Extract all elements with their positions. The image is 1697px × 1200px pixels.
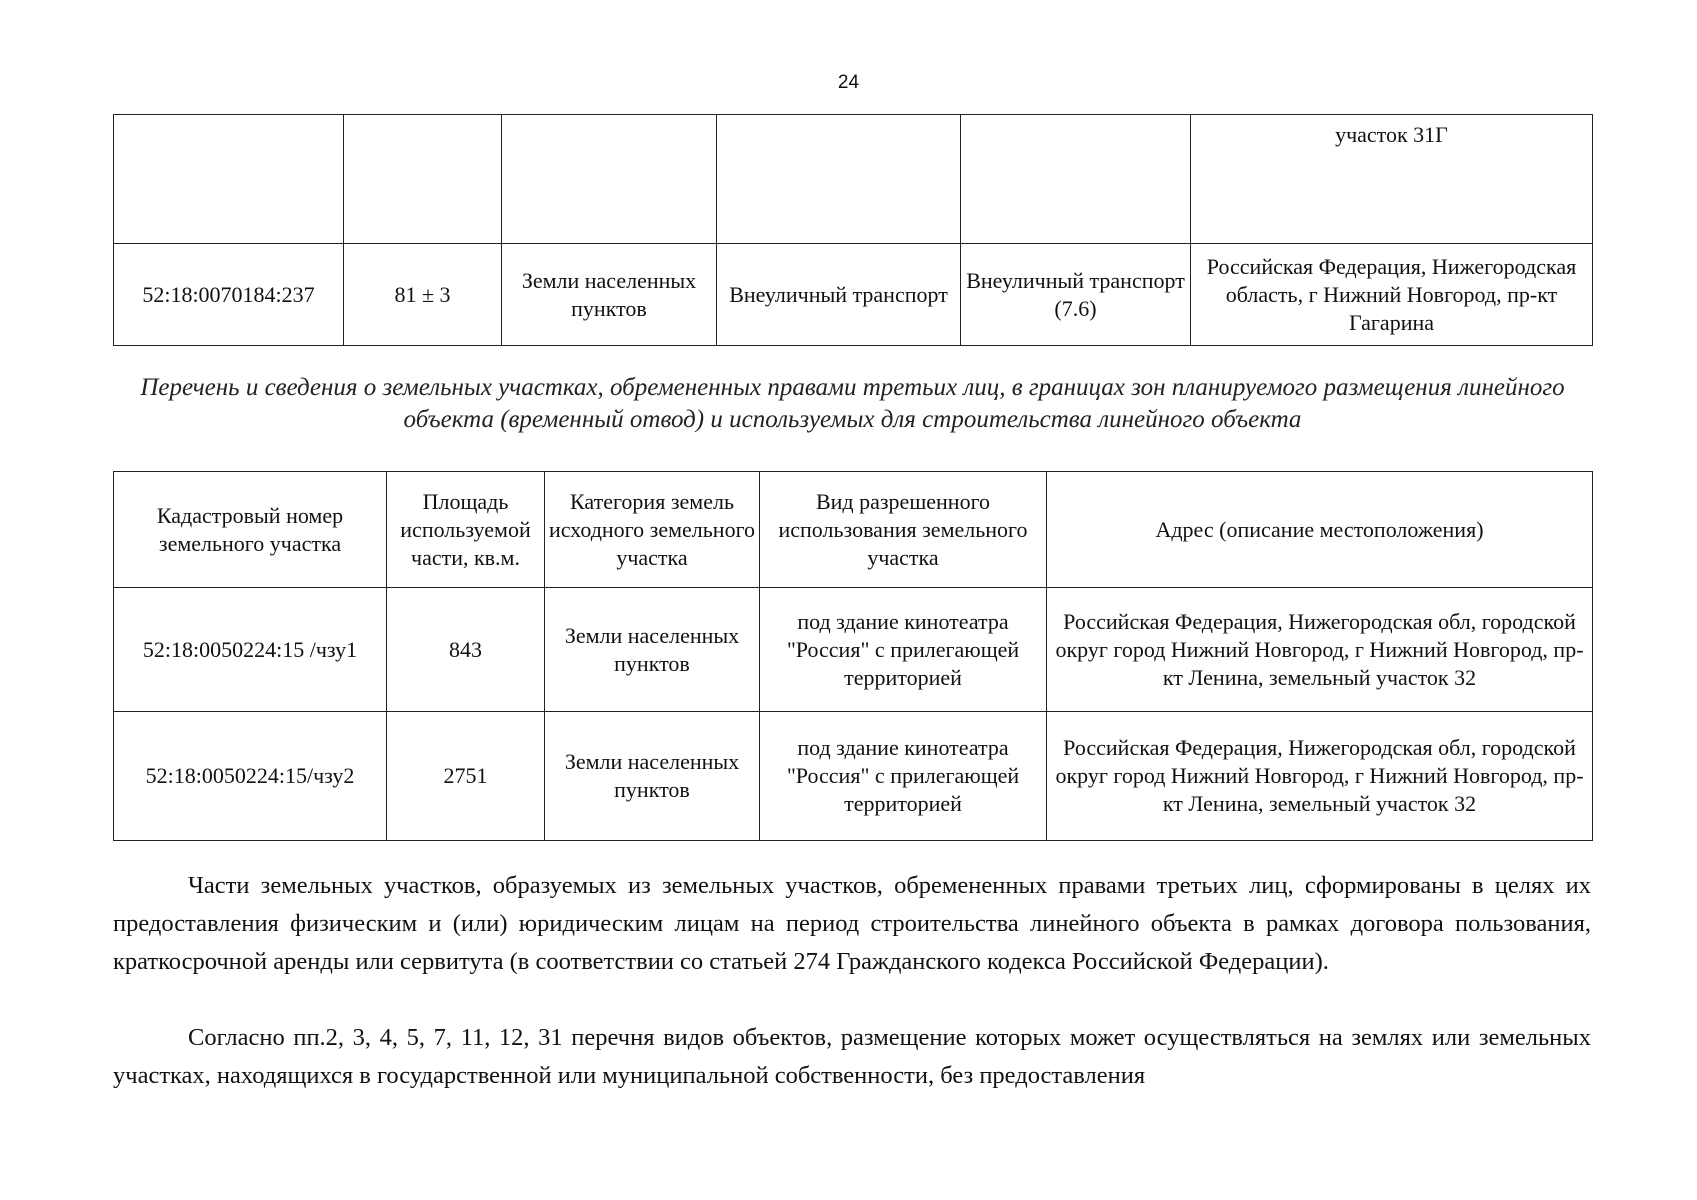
cadastral-number-cell: 52:18:0050224:15/чзу2 <box>114 712 387 841</box>
body-paragraph: Согласно пп.2, 3, 4, 5, 7, 11, 12, 31 перечня видов объектов, размещение которых может осуществляться на землях или земельных участках, находящихся в государственной или муниципальной собственности, без предоставления <box>113 1024 1591 1089</box>
permitted-use-cell: под здание кинотеатра "Россия" с прилегающей территорией <box>760 588 1047 712</box>
table-cell <box>114 115 344 244</box>
page-number: 24 <box>837 72 860 93</box>
column-header-land-category: Категория земель исходного земельного участка <box>545 472 760 588</box>
table-row <box>114 588 1593 712</box>
address-cell: Российская Федерация, Нижегородская обл, городской округ город Нижний Новгород, г Нижний Новгород, пр-кт Ленина, земельный участок 32 <box>1047 588 1593 712</box>
cadastral-number-cell: 52:18:0070184:237 <box>114 244 344 346</box>
address-cell: Российская Федерация, Нижегородская обл, городской округ город Нижний Новгород, г Нижний Новгород, пр-кт Ленина, земельный участок 32 <box>1047 712 1593 841</box>
table-row <box>114 115 1593 244</box>
table-cell <box>502 115 717 244</box>
column-header-area: Площадь используемой части, кв.м. <box>387 472 545 588</box>
table-cell <box>717 115 961 244</box>
column-header-address: Адрес (описание местоположения) <box>1047 472 1593 588</box>
parcels-table-continued <box>113 114 1593 346</box>
permitted-use-cell: под здание кинотеатра "Россия" с прилегающей территорией <box>760 712 1047 841</box>
table-row <box>114 244 1593 346</box>
permitted-use-code-cell: Внеуличный транспорт (7.6) <box>961 244 1191 346</box>
body-paragraph: Части земельных участков, образуемых из земельных участков, обремененных правами третьих лиц, сформированы в целях их предоставления физическим и (или) юридическим лицам на период строительства линейного объекта в рамках договора пользования, краткосрочной аренды или сервитута (в соответствии со статьей 274 Гражданского кодекса Российской Федерации). <box>113 872 1591 975</box>
table-header-row <box>114 472 1593 588</box>
table-row <box>114 712 1593 841</box>
address-cell: Российская Федерация, Нижегородская область, г Нижний Новгород, пр-кт Гагарина <box>1191 244 1593 346</box>
land-category-cell: Земли населенных пунктов <box>502 244 717 346</box>
column-header-cadastral-number: Кадастровый номер земельного участка <box>114 472 387 588</box>
encumbered-parcels-table <box>113 471 1593 841</box>
section-title: Перечень и сведения о земельных участках, обремененных правами третьих лиц, в границах зон планируемого размещения линейного объекта (временный отвод) и используемых для строительства линейного объекта <box>140 374 1565 433</box>
land-category-cell: Земли населенных пунктов <box>545 712 760 841</box>
table-cell <box>961 115 1191 244</box>
land-category-cell: Земли населенных пунктов <box>545 588 760 712</box>
table-cell <box>344 115 502 244</box>
column-header-permitted-use: Вид разрешенного использования земельного участка <box>760 472 1047 588</box>
area-cell: 843 <box>387 588 545 712</box>
cadastral-number-cell: 52:18:0050224:15 /чзу1 <box>114 588 387 712</box>
area-cell: 81 ± 3 <box>344 244 502 346</box>
area-cell: 2751 <box>387 712 545 841</box>
permitted-use-cell: Внеуличный транспорт <box>717 244 961 346</box>
address-cell: участок 31Г <box>1191 115 1593 244</box>
